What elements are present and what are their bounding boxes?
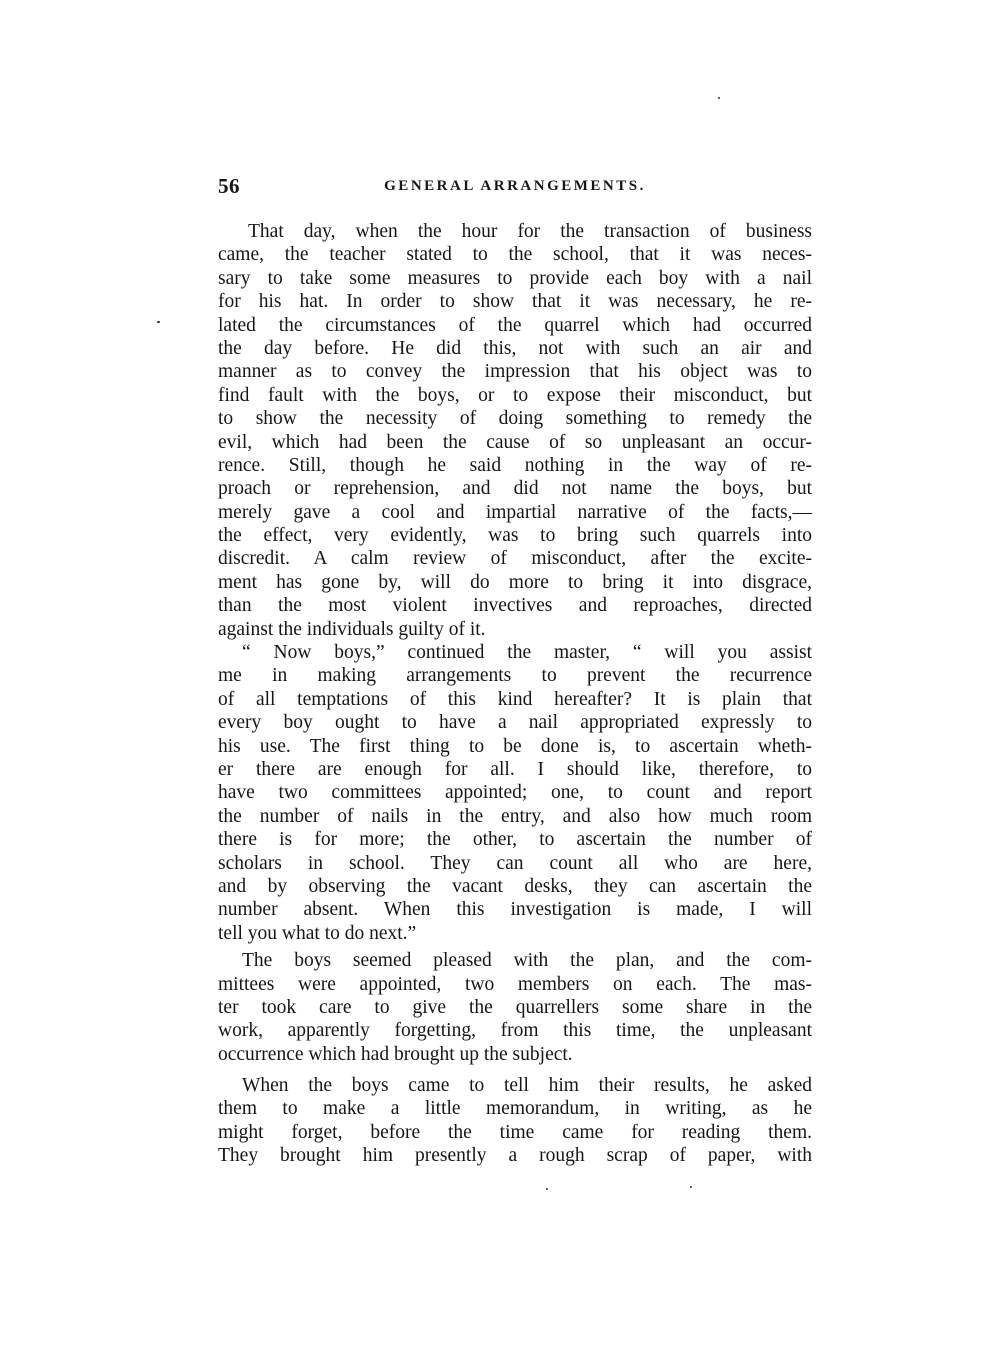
text-line: and by observing the vacant desks, they can ascertain the bbox=[218, 875, 812, 897]
text-line: have two committees appointed; one, to count and report bbox=[218, 782, 812, 804]
text-line: sary to take some measures to provide each boy with a nail bbox=[218, 267, 812, 289]
scan-speck bbox=[157, 321, 160, 323]
text-line: work, apparently forgetting, from this time, the unpleasant bbox=[218, 1020, 812, 1042]
text-line: proach or reprehension, and did not name the boys, but bbox=[218, 478, 812, 500]
scan-speck bbox=[718, 97, 720, 99]
text-line: against the individuals guilty of it. bbox=[218, 618, 486, 640]
text-line: of all temptations of this kind hereafter? It is plain that bbox=[218, 688, 812, 710]
body-text bbox=[218, 220, 812, 1168]
text-line: ter took care to give the quarrellers some share in the bbox=[218, 996, 812, 1018]
text-line: than the most violent invectives and reproaches, directed bbox=[218, 595, 812, 617]
paragraph-3 bbox=[218, 949, 812, 1066]
scan-speck bbox=[546, 1188, 548, 1190]
text-line: his use. The first thing to be done is, to ascertain wheth- bbox=[218, 735, 812, 757]
page-header bbox=[218, 174, 812, 198]
paragraph-2 bbox=[218, 641, 812, 945]
text-line: discredit. A calm review of misconduct, after the excite- bbox=[218, 548, 812, 570]
text-line: occurrence which had brought up the subject. bbox=[218, 1043, 573, 1065]
text-line: evil, which had been the cause of so unpleasant an occur- bbox=[218, 431, 812, 453]
text-line: the number of nails in the entry, and also how much room bbox=[218, 805, 812, 827]
text-line: The boys seemed pleased with the plan, and the com- bbox=[242, 950, 812, 972]
text-line: mittees were appointed, two members on each. The mas- bbox=[218, 973, 812, 995]
text-line: the day before. He did this, not with such an air and bbox=[218, 337, 812, 359]
text-line: scholars in school. They can count all who are here, bbox=[218, 852, 812, 874]
running-head: GENERAL ARRANGEMENTS. bbox=[384, 178, 646, 194]
text-line: manner as to convey the impression that his object was to bbox=[218, 361, 812, 383]
paragraph-1 bbox=[218, 220, 812, 641]
text-line: tell you what to do next.” bbox=[218, 922, 417, 944]
text-line: number absent. When this investigation is made, I will bbox=[218, 899, 812, 921]
text-line: When the boys came to tell him their results, he asked bbox=[242, 1075, 812, 1097]
text-line: came, the teacher stated to the school, that it was neces- bbox=[218, 244, 812, 266]
text-line: might forget, before the time came for reading them. bbox=[218, 1121, 812, 1143]
text-line: there is for more; the other, to ascertain the number of bbox=[218, 829, 812, 851]
text-line: every boy ought to have a nail appropriated expressly to bbox=[218, 712, 812, 734]
text-line: the effect, very evidently, was to bring such quarrels into bbox=[218, 525, 812, 547]
text-line: me in making arrangements to prevent the recurrence bbox=[218, 665, 812, 687]
scan-speck bbox=[690, 1186, 692, 1188]
text-line: find fault with the boys, or to expose their misconduct, but bbox=[218, 384, 812, 406]
text-line: That day, when the hour for the transaction of business bbox=[248, 221, 812, 242]
text-line: for his hat. In order to show that it was necessary, he re- bbox=[218, 291, 812, 313]
text-line: They brought him presently a rough scrap of paper, with bbox=[218, 1145, 812, 1167]
text-line: “ Now boys,” continued the master, “ will you assist bbox=[242, 642, 812, 664]
text-line: lated the circumstances of the quarrel which had occurred bbox=[218, 314, 812, 336]
text-line: merely gave a cool and impartial narrative of the facts,— bbox=[218, 501, 812, 523]
paragraph-4 bbox=[218, 1074, 812, 1168]
text-line: er there are enough for all. I should like, therefore, to bbox=[218, 758, 812, 780]
text-line: to show the necessity of doing something to remedy the bbox=[218, 408, 812, 430]
text-line: them to make a little memorandum, in writing, as he bbox=[218, 1098, 812, 1120]
text-line: rence. Still, though he said nothing in the way of re- bbox=[218, 454, 812, 476]
text-line: ment has gone by, will do more to bring it into disgrace, bbox=[218, 571, 812, 593]
page-number: 56 bbox=[218, 174, 240, 198]
